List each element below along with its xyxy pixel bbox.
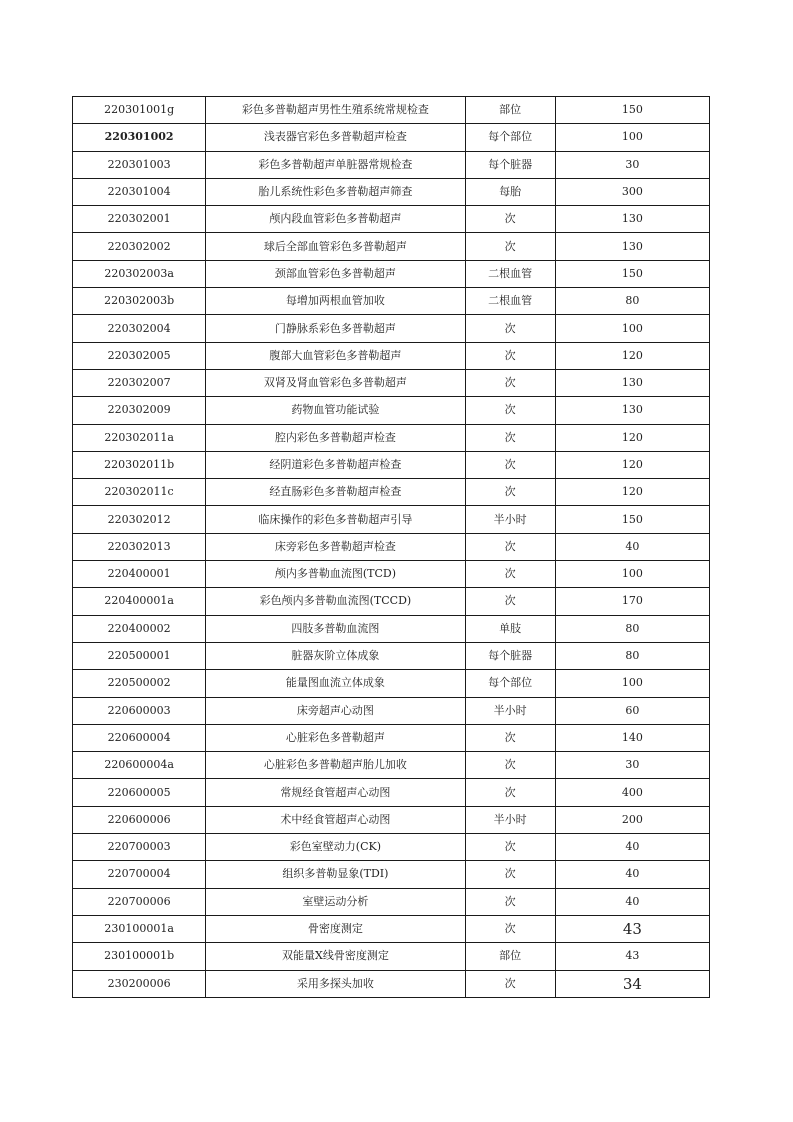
- item-name-cell: 球后全部血管彩色多普勒超声: [206, 233, 465, 260]
- unit-cell: 每个部位: [465, 670, 555, 697]
- table-row: [73, 424, 710, 451]
- item-code-cell: 220302003b: [73, 288, 206, 315]
- item-code-cell: 220500001: [73, 642, 206, 669]
- unit-cell: 二根血管: [465, 288, 555, 315]
- table-row: [73, 288, 710, 315]
- table-row: [73, 451, 710, 478]
- item-code-cell: 220700003: [73, 834, 206, 861]
- item-code-cell: 230100001a: [73, 915, 206, 942]
- unit-cell: 部位: [465, 97, 555, 124]
- unit-cell: 单肢: [465, 615, 555, 642]
- item-name-cell: 常规经食管超声心动图: [206, 779, 465, 806]
- unit-cell: 次: [465, 724, 555, 751]
- item-code-cell: 220301003: [73, 151, 206, 178]
- table-row: [73, 315, 710, 342]
- item-name-cell: 四肢多普勒血流图: [206, 615, 465, 642]
- item-code-cell: 220600006: [73, 806, 206, 833]
- price-cell: 30: [555, 151, 709, 178]
- price-cell: 120: [555, 342, 709, 369]
- price-cell: 130: [555, 206, 709, 233]
- table-row: [73, 479, 710, 506]
- table-row: [73, 369, 710, 396]
- table-row: [73, 915, 710, 942]
- price-cell: 100: [555, 124, 709, 151]
- item-code-cell: 220301001g: [73, 97, 206, 124]
- item-name-cell: 心脏彩色多普勒超声胎儿加收: [206, 752, 465, 779]
- table-row: [73, 506, 710, 533]
- item-name-cell: 双能量X线骨密度测定: [206, 943, 465, 970]
- price-cell: 60: [555, 697, 709, 724]
- unit-cell: 每个脏器: [465, 151, 555, 178]
- item-name-cell: 浅表器官彩色多普勒超声检查: [206, 124, 465, 151]
- item-name-cell: 彩色多普勒超声单脏器常规检查: [206, 151, 465, 178]
- item-code-cell: 220302001: [73, 206, 206, 233]
- price-cell: 43: [555, 915, 709, 942]
- item-name-cell: 门静脉系彩色多普勒超声: [206, 315, 465, 342]
- item-code-cell: 220700004: [73, 861, 206, 888]
- table-row: [73, 697, 710, 724]
- item-code-cell: 220302013: [73, 533, 206, 560]
- item-name-cell: 胎儿系统性彩色多普勒超声筛查: [206, 178, 465, 205]
- item-name-cell: 颅内多普勒血流图(TCD): [206, 561, 465, 588]
- price-cell: 80: [555, 642, 709, 669]
- price-cell: 100: [555, 561, 709, 588]
- unit-cell: 半小时: [465, 806, 555, 833]
- table-row: [73, 970, 710, 997]
- price-cell: 40: [555, 888, 709, 915]
- unit-cell: 次: [465, 424, 555, 451]
- unit-cell: 每个脏器: [465, 642, 555, 669]
- unit-cell: 次: [465, 915, 555, 942]
- unit-cell: 部位: [465, 943, 555, 970]
- price-cell: 120: [555, 451, 709, 478]
- price-cell: 30: [555, 752, 709, 779]
- item-code-cell: 220302004: [73, 315, 206, 342]
- item-code-cell: 230100001b: [73, 943, 206, 970]
- fee-table: [72, 96, 710, 998]
- unit-cell: 次: [465, 834, 555, 861]
- table-row: [73, 724, 710, 751]
- table-row: [73, 342, 710, 369]
- price-cell: 80: [555, 615, 709, 642]
- item-name-cell: 腹部大血管彩色多普勒超声: [206, 342, 465, 369]
- item-name-cell: 临床操作的彩色多普勒超声引导: [206, 506, 465, 533]
- table-row: [73, 178, 710, 205]
- table-row: [73, 670, 710, 697]
- price-cell: 150: [555, 260, 709, 287]
- unit-cell: 每个部位: [465, 124, 555, 151]
- item-code-cell: 220302007: [73, 369, 206, 396]
- item-name-cell: 颈部血管彩色多普勒超声: [206, 260, 465, 287]
- item-name-cell: 颅内段血管彩色多普勒超声: [206, 206, 465, 233]
- item-code-cell: 220302012: [73, 506, 206, 533]
- unit-cell: 次: [465, 397, 555, 424]
- item-code-cell: 220400002: [73, 615, 206, 642]
- item-name-cell: 采用多探头加收: [206, 970, 465, 997]
- price-cell: 34: [555, 970, 709, 997]
- table-row: [73, 533, 710, 560]
- item-name-cell: 床旁超声心动图: [206, 697, 465, 724]
- price-cell: 140: [555, 724, 709, 751]
- unit-cell: 次: [465, 451, 555, 478]
- unit-cell: 次: [465, 533, 555, 560]
- item-code-cell: 220302005: [73, 342, 206, 369]
- item-code-cell: 220700006: [73, 888, 206, 915]
- item-name-cell: 彩色多普勒超声男性生殖系统常规检查: [206, 97, 465, 124]
- price-cell: 100: [555, 670, 709, 697]
- table-row: [73, 943, 710, 970]
- table-row: [73, 888, 710, 915]
- item-code-cell: 220302011c: [73, 479, 206, 506]
- item-name-cell: 双肾及肾血管彩色多普勒超声: [206, 369, 465, 396]
- price-cell: 200: [555, 806, 709, 833]
- unit-cell: 次: [465, 861, 555, 888]
- item-code-cell: 230200006: [73, 970, 206, 997]
- item-code-cell: 220302011b: [73, 451, 206, 478]
- item-name-cell: 室壁运动分析: [206, 888, 465, 915]
- unit-cell: 次: [465, 342, 555, 369]
- item-code-cell: 220600004a: [73, 752, 206, 779]
- item-code-cell: 220500002: [73, 670, 206, 697]
- item-code-cell: 220301002: [73, 124, 206, 151]
- price-cell: 40: [555, 533, 709, 560]
- item-name-cell: 床旁彩色多普勒超声检查: [206, 533, 465, 560]
- item-name-cell: 骨密度测定: [206, 915, 465, 942]
- table-row: [73, 124, 710, 151]
- unit-cell: 每胎: [465, 178, 555, 205]
- item-name-cell: 经阴道彩色多普勒超声检查: [206, 451, 465, 478]
- unit-cell: 次: [465, 588, 555, 615]
- table-row: [73, 752, 710, 779]
- table-row: [73, 260, 710, 287]
- item-name-cell: 腔内彩色多普勒超声检查: [206, 424, 465, 451]
- item-code-cell: 220600004: [73, 724, 206, 751]
- price-cell: 400: [555, 779, 709, 806]
- item-code-cell: 220600005: [73, 779, 206, 806]
- item-name-cell: 经直肠彩色多普勒超声检查: [206, 479, 465, 506]
- unit-cell: 次: [465, 970, 555, 997]
- item-name-cell: 组织多普勒显象(TDI): [206, 861, 465, 888]
- price-cell: 43: [555, 943, 709, 970]
- unit-cell: 次: [465, 479, 555, 506]
- item-code-cell: 220400001: [73, 561, 206, 588]
- price-cell: 120: [555, 424, 709, 451]
- price-cell: 150: [555, 506, 709, 533]
- item-code-cell: 220302011a: [73, 424, 206, 451]
- unit-cell: 次: [465, 206, 555, 233]
- item-name-cell: 心脏彩色多普勒超声: [206, 724, 465, 751]
- item-code-cell: 220302009: [73, 397, 206, 424]
- item-name-cell: 能量图血流立体成象: [206, 670, 465, 697]
- price-cell: 150: [555, 97, 709, 124]
- unit-cell: 次: [465, 233, 555, 260]
- unit-cell: 次: [465, 888, 555, 915]
- price-cell: 130: [555, 397, 709, 424]
- item-name-cell: 脏器灰阶立体成象: [206, 642, 465, 669]
- fee-table-body: [73, 97, 710, 998]
- table-row: [73, 615, 710, 642]
- price-cell: 80: [555, 288, 709, 315]
- table-row: [73, 561, 710, 588]
- unit-cell: 次: [465, 315, 555, 342]
- item-code-cell: 220400001a: [73, 588, 206, 615]
- price-cell: 40: [555, 834, 709, 861]
- table-row: [73, 151, 710, 178]
- table-row: [73, 779, 710, 806]
- table-row: [73, 588, 710, 615]
- item-name-cell: 每增加两根血管加收: [206, 288, 465, 315]
- item-code-cell: 220302003a: [73, 260, 206, 287]
- unit-cell: 半小时: [465, 506, 555, 533]
- item-code-cell: 220302002: [73, 233, 206, 260]
- table-row: [73, 397, 710, 424]
- table-row: [73, 233, 710, 260]
- price-cell: 130: [555, 369, 709, 396]
- price-cell: 170: [555, 588, 709, 615]
- price-cell: 40: [555, 861, 709, 888]
- item-code-cell: 220600003: [73, 697, 206, 724]
- price-cell: 130: [555, 233, 709, 260]
- table-row: [73, 97, 710, 124]
- unit-cell: 次: [465, 779, 555, 806]
- item-name-cell: 彩色室壁动力(CK): [206, 834, 465, 861]
- unit-cell: 次: [465, 561, 555, 588]
- unit-cell: 二根血管: [465, 260, 555, 287]
- price-cell: 100: [555, 315, 709, 342]
- unit-cell: 次: [465, 369, 555, 396]
- table-row: [73, 834, 710, 861]
- item-code-cell: 220301004: [73, 178, 206, 205]
- table-row: [73, 806, 710, 833]
- table-row: [73, 861, 710, 888]
- item-name-cell: 药物血管功能试验: [206, 397, 465, 424]
- table-row: [73, 642, 710, 669]
- unit-cell: 次: [465, 752, 555, 779]
- item-name-cell: 彩色颅内多普勒血流图(TCCD): [206, 588, 465, 615]
- unit-cell: 半小时: [465, 697, 555, 724]
- table-row: [73, 206, 710, 233]
- price-cell: 300: [555, 178, 709, 205]
- price-cell: 120: [555, 479, 709, 506]
- item-name-cell: 术中经食管超声心动图: [206, 806, 465, 833]
